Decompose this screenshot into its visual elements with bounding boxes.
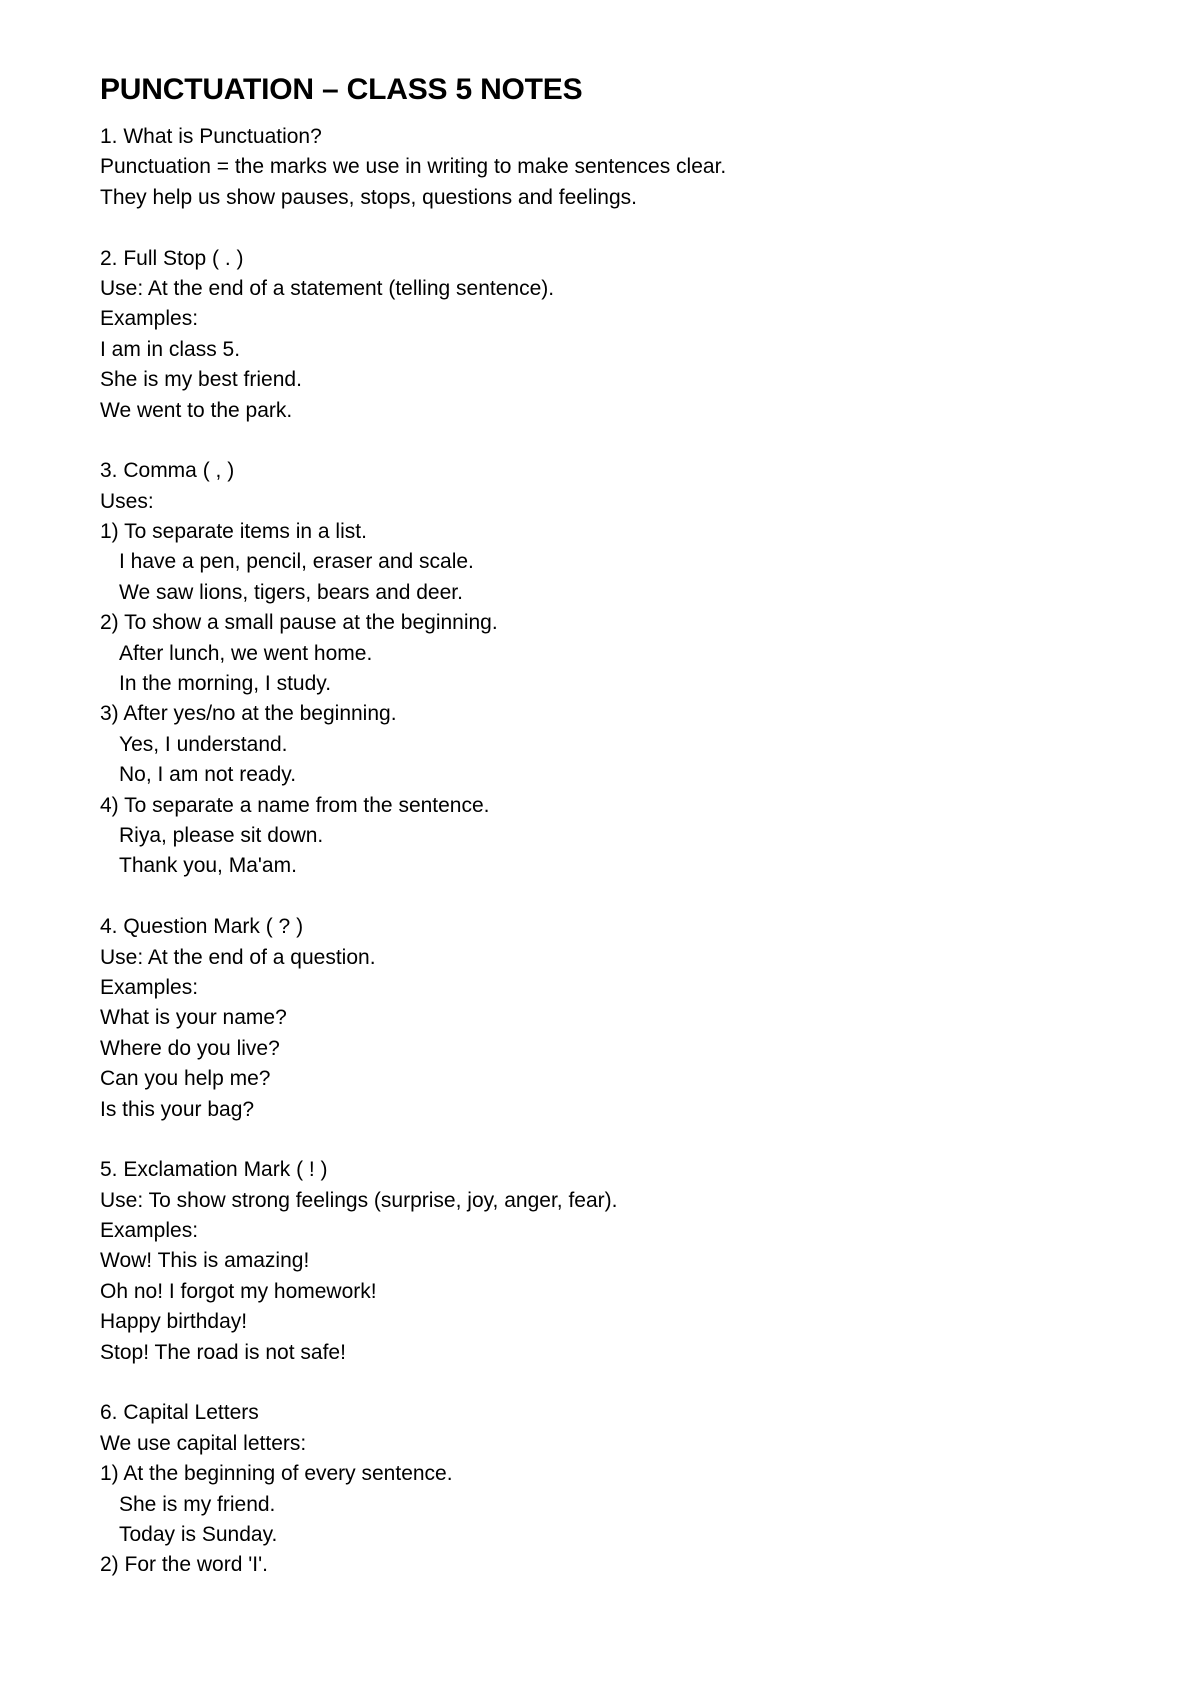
notes-section: [100, 1155, 1140, 1368]
text-line: Punctuation = the marks we use in writing to make sentences clear.: [100, 155, 727, 179]
text-line: 2) To show a small pause at the beginning.: [100, 611, 498, 635]
section-heading: 2. Full Stop ( . ): [100, 246, 244, 270]
text-line: Riya, please sit down.: [119, 823, 324, 847]
notes-section: [100, 244, 1140, 426]
text-line: 2) For the word 'I'.: [100, 1553, 268, 1577]
text-line: We use capital letters:: [100, 1431, 307, 1455]
text-line: Where do you live?: [100, 1036, 280, 1060]
text-line: Thank you, Ma'am.: [119, 854, 297, 878]
section-heading: 4. Question Mark ( ? ): [100, 915, 304, 939]
section-heading: 6. Capital Letters: [100, 1401, 259, 1425]
text-line: In the morning, I study.: [119, 672, 332, 696]
text-line: Examples:: [100, 1219, 199, 1243]
text-line: Wow! This is amazing!: [100, 1249, 310, 1273]
section-heading: 1. What is Punctuation?: [100, 125, 322, 148]
text-line: Use: At the end of a statement (telling sentence).: [100, 276, 555, 300]
text-line: I am in class 5.: [100, 337, 241, 361]
notes-section: [100, 1398, 1140, 1580]
document-page: [100, 70, 1140, 1611]
text-line: What is your name?: [100, 1006, 287, 1030]
text-line: Can you help me?: [100, 1067, 271, 1091]
text-line: They help us show pauses, stops, questions and feelings.: [100, 185, 637, 209]
text-line: 4) To separate a name from the sentence.: [100, 793, 490, 817]
text-line: 1) To separate items in a list.: [100, 520, 367, 544]
text-line: 3) After yes/no at the beginning.: [100, 702, 397, 726]
section-heading: 5. Exclamation Mark ( ! ): [100, 1158, 328, 1182]
text-line: Is this your bag?: [100, 1097, 255, 1121]
text-line: Today is Sunday.: [119, 1522, 278, 1546]
text-line: Happy birthday!: [100, 1310, 248, 1334]
text-line: Examples:: [100, 975, 199, 999]
notes-section: [100, 912, 1140, 1125]
text-line: 1) At the beginning of every sentence.: [100, 1462, 453, 1486]
text-line: She is my best friend.: [100, 368, 302, 392]
text-line: Oh no! I forgot my homework!: [100, 1279, 377, 1303]
notes-section: [100, 456, 1140, 881]
section-heading: 3. Comma ( , ): [100, 459, 235, 483]
text-line: Yes, I understand.: [119, 732, 288, 756]
notes-body: [100, 122, 1140, 1581]
notes-section: [100, 122, 1140, 213]
text-line: We went to the park.: [100, 398, 293, 422]
text-line: Use: To show strong feelings (surprise, joy, anger, fear).: [100, 1188, 618, 1212]
text-line: We saw lions, tigers, bears and deer.: [119, 580, 463, 604]
text-line: I have a pen, pencil, eraser and scale.: [119, 550, 474, 574]
text-line: Examples:: [100, 307, 199, 331]
text-line: Stop! The road is not safe!: [100, 1340, 346, 1364]
document-title: PUNCTUATION – CLASS 5 NOTES: [100, 73, 583, 106]
text-line: After lunch, we went home.: [119, 641, 373, 665]
text-line: She is my friend.: [119, 1492, 276, 1516]
text-line: Uses:: [100, 489, 154, 513]
text-line: No, I am not ready.: [119, 763, 297, 787]
text-line: Use: At the end of a question.: [100, 945, 376, 969]
